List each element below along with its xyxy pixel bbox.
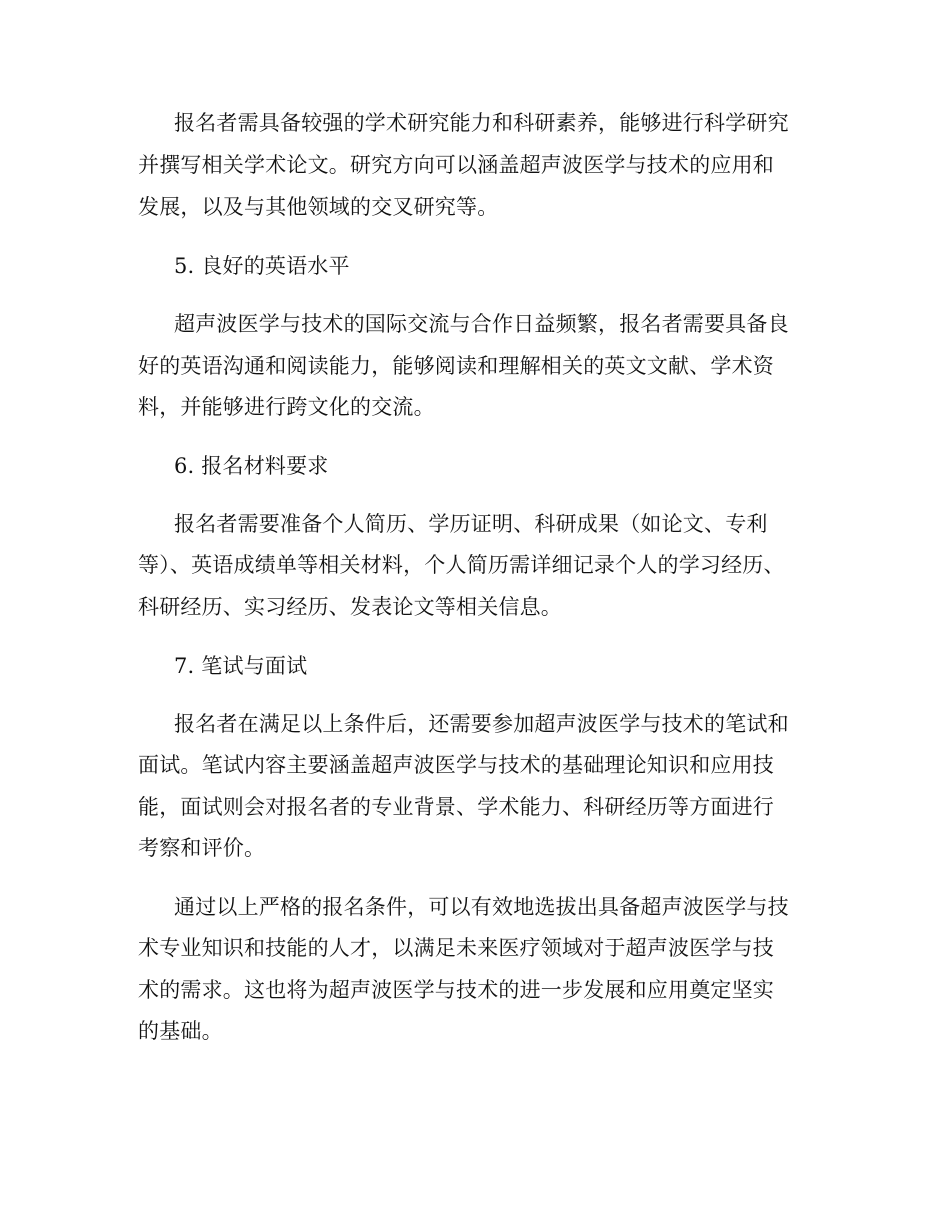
paragraph-exam-line: 考察和评价。 [138,836,266,860]
paragraph-materials-line: 科研经历、实习经历、发表论文等相关信息。 [138,595,562,619]
paragraph-english-line: 好的英语沟通和阅读能力，能够阅读和理解相关的英文文献、学术资 [138,354,774,378]
paragraph-english-line: 料，并能够进行跨文化的交流。 [138,395,435,419]
paragraph-exam-line: 能，面试则会对报名者的专业背景、学术能力、科研经历等方面进行 [138,795,774,819]
section-heading-materials: 6. 报名材料要求 [174,454,329,478]
paragraph-research-line: 报名者需具备较强的学术研究能力和科研素养，能够进行科学研究 [174,111,789,135]
paragraph-conclusion-line: 术的需求。这也将为超声波医学与技术的进一步发展和应用奠定坚实 [138,978,774,1002]
paragraph-english-line: 超声波医学与技术的国际交流与合作日益频繁，报名者需要具备良 [174,312,789,336]
section-heading-english: 5. 良好的英语水平 [174,254,350,278]
section-heading-exam: 7. 笔试与面试 [174,654,308,678]
paragraph-conclusion-line: 通过以上严格的报名条件，可以有效地选拔出具备超声波医学与技 [174,895,789,919]
paragraph-conclusion-line: 的基础。 [138,1019,223,1043]
paragraph-conclusion-line: 术专业知识和技能的人才，以满足未来医疗领域对于超声波医学与技 [138,936,774,960]
paragraph-exam-line: 报名者在满足以上条件后，还需要参加超声波医学与技术的笔试和 [174,712,789,736]
paragraph-research-line: 发展，以及与其他领域的交叉研究等。 [138,195,499,219]
paragraph-materials-line: 报名者需要准备个人简历、学历证明、科研成果（如论文、专利 [174,512,768,536]
paragraph-research-line: 并撰写相关学术论文。研究方向可以涵盖超声波医学与技术的应用和 [138,153,774,177]
paragraph-materials-line: 等）、英语成绩单等相关材料，个人简历需详细记录个人的学习经历、 [138,553,785,577]
paragraph-exam-line: 面试。笔试内容主要涵盖超声波医学与技术的基础理论知识和应用技 [138,753,774,777]
